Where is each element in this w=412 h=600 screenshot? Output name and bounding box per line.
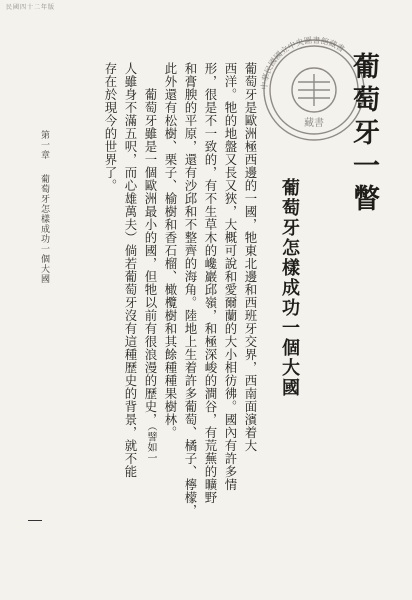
body-column-2: 西洋。牠的地盤又長又狹，大概可說和愛爾蘭的大小相彷彿。國內有許多情	[223, 62, 238, 491]
page-folio-mark	[28, 520, 42, 521]
seal-ring-text: 中華民國國立中央圖書館藏書	[259, 35, 347, 91]
body-column-3: 形，很是不一致的，有不生草木的巉巖邱嶺，和極深峻的澗谷，有荒蕪的曠野	[203, 62, 218, 504]
running-header-chapter: 第一章	[39, 130, 49, 160]
body-column-6	[143, 88, 157, 463]
body-column-1: 葡萄牙是歐洲極西邊的一國，牠東北邊和西班牙交界，西南面濱着大	[243, 62, 258, 452]
inline-note: （譬如一	[145, 426, 156, 464]
seal-inner-text: 藏書	[304, 118, 324, 129]
body-column-6-text: 葡萄牙雖是一個歐洲最小的國，但牠以前有很浪漫的歷史，	[143, 88, 158, 426]
running-header-title: 葡萄牙怎樣成功一個大國	[39, 174, 49, 284]
body-column-8: 存在於現今的世界了。	[103, 62, 118, 192]
body-column-7: 人雖身不滿五呎，而心雄萬夫）倘若葡萄牙沒有這種歷史的背景，就不能	[123, 62, 138, 478]
section-title: 葡萄牙怎樣成功一個大國	[279, 178, 300, 398]
body-column-4: 和膏腴的平原，還有沙邱和不整齊的海角。陸地上生着許多葡萄、橘子、檸檬，	[183, 62, 198, 517]
library-mark: 民國四十二年版	[6, 4, 56, 11]
chapter-title: 葡萄牙一瞥	[348, 52, 379, 217]
running-header	[38, 130, 51, 284]
body-column-5: 此外還有松樹、栗子、榆樹和香石榴、橄欖樹和其餘種種果樹林。	[163, 62, 178, 439]
